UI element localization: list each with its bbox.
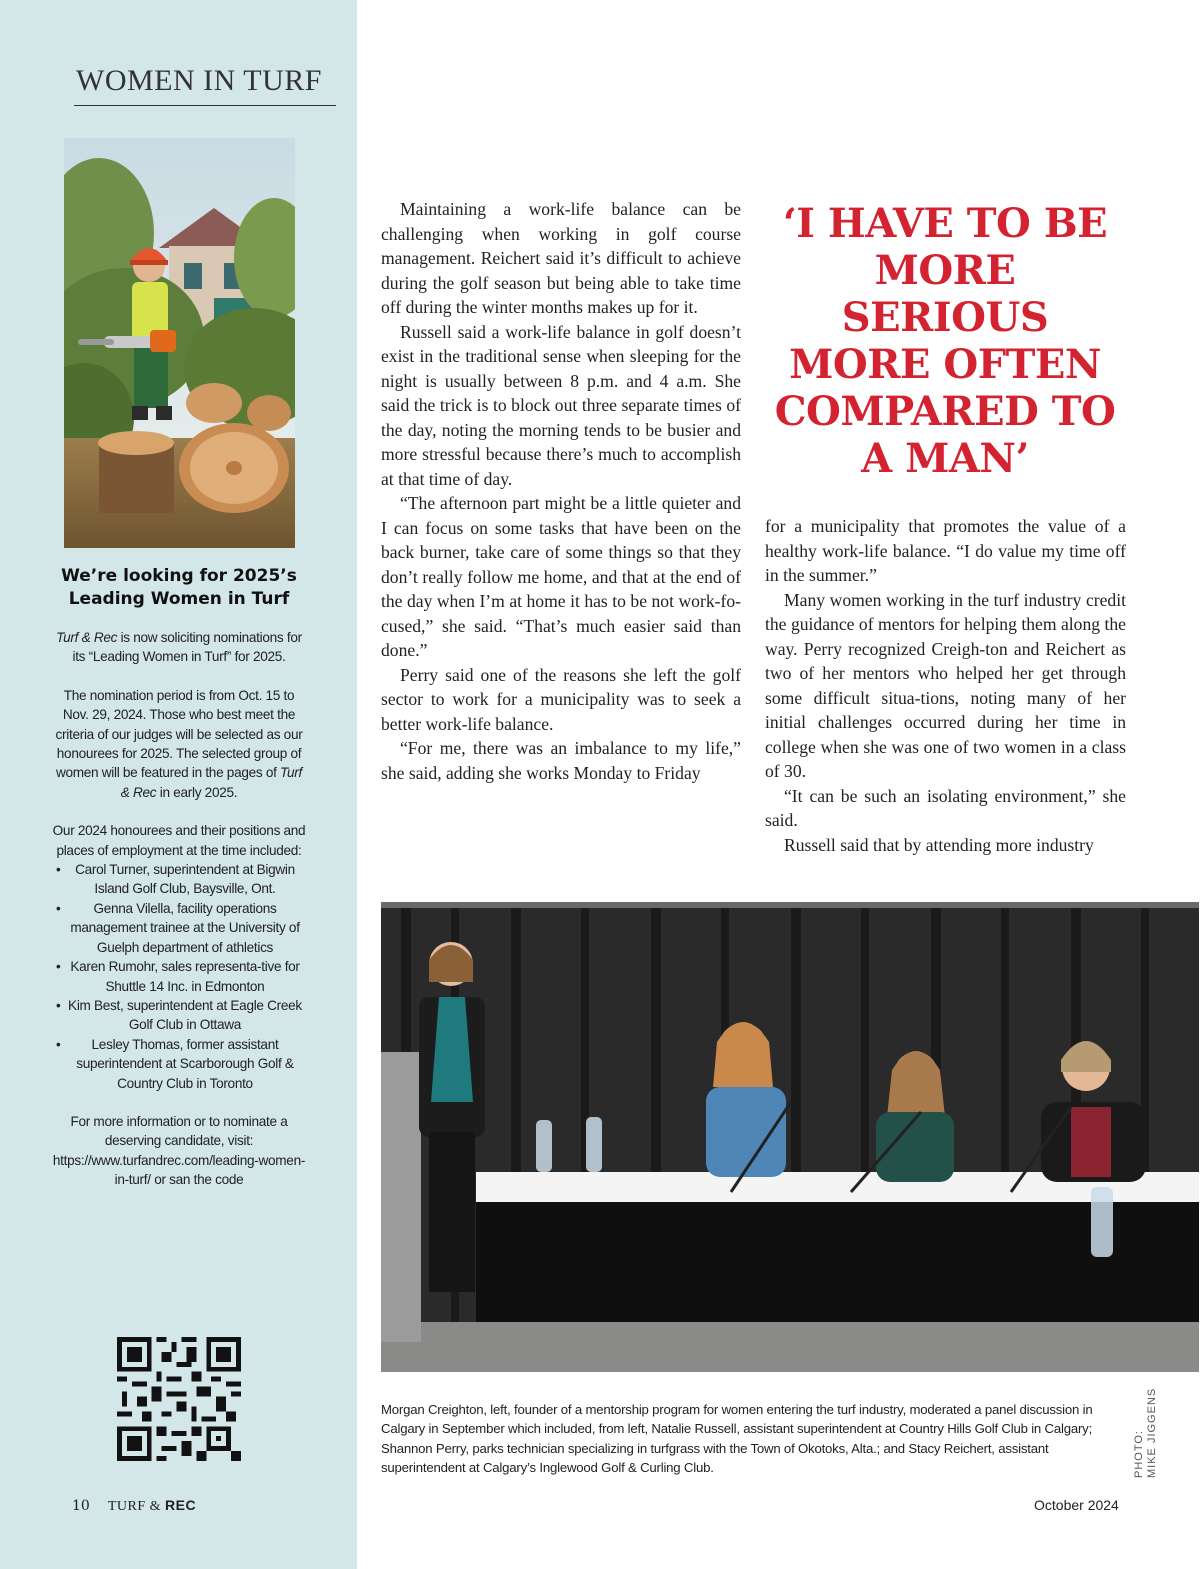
more-info-text: For more information or to nominate a deserving candidate, visit: https://www.turfandrec.com/leading-women-in-turf/ or san the code — [52, 1113, 306, 1188]
honouree-item: • Karen Rumohr, sales representa-tive for Shuttle 14 Inc. in Edmonton — [50, 957, 308, 996]
article-column-1 — [381, 197, 741, 785]
honourees-list — [50, 860, 308, 1093]
photo-credit-name: MIKE JIGGENS — [1146, 1387, 1158, 1478]
honourees-intro: Our 2024 honourees and their positions and places of employment at the time included: — [52, 823, 306, 858]
page-folio — [72, 1497, 196, 1515]
article-paragraph: for a municipality that promotes the value of a healthy work-life balance. “I do value my time off in the summer.” — [765, 516, 1126, 585]
sidebar-body — [50, 628, 308, 1190]
photo-caption: Morgan Creighton, left, founder of a mentorship program for women entering the turf industry, moderated a panel discussion in Calgary in September which included, from left, Natalie Russell, assistant superintendent at Country Hills Golf Club in Calgary; Shannon Perry, parks technician specializing in turfgrass with the Town of Okotoks, Alta.; and Stacy Reichert, assistant superintendent at Calgary’s Inglewood Golf & Curling Club. — [381, 1402, 1093, 1476]
magazine-name-italic: Turf & Rec — [120, 765, 303, 800]
article-paragraph: Maintaining a work-life balance can be challenging when working in golf course management. Reichert said it’s difficult to achieve during the golf season but being able to take time off during the winter months makes up for it. — [381, 199, 741, 317]
article-paragraph: “It can be such an isolating environment,” she said. — [765, 785, 1126, 830]
article-column-2 — [765, 514, 1126, 857]
honouree-item: • Lesley Thomas, former assistant superintendent at Scarborough Golf & Country Club in Toronto — [50, 1035, 308, 1093]
sidebar-nomination-period — [50, 686, 308, 802]
honouree-item: • Genna Vilella, facility operations management trainee at the University of Guelph department of athletics — [50, 899, 308, 957]
photo-credit-text — [1133, 1388, 1159, 1478]
article-paragraph: “The afternoon part might be a little quieter and I can focus on some tasks that have been on the back burner, take care of some things so that they don’t really follow me home, and that at the end of the day when I’m at home it has to be not work-fo-cused,” she said. “That’s much easier said than done.” — [381, 493, 741, 660]
pull-quote: ‘I HAVE TO BE MORE SERIOUS MORE OFTEN COMPARED TO A MAN’ — [774, 200, 1116, 482]
qr-code[interactable] — [117, 1337, 241, 1461]
article-paragraph: Many women working in the turf industry credit the guidance of mentors for helping them along the way. Perry recognized Creigh-ton and Reichert as two of her mentors who helped her get through some difficult situa-tions, noting many of her initial challenges occurred during her time in college when she was one of two women in a class of 30. — [765, 589, 1126, 781]
article-paragraph: Russell said a work-life balance in golf doesn’t exist in the traditional sense when sleeping for the night is usually between 8 p.m. and 4 a.m. She said the trick is to block out three separate times of the day, noting the morning tends to be busier and more stressful because there’s much to accomplish at that time of day. — [381, 321, 741, 489]
sidebar — [0, 0, 357, 1569]
photo-credit-label: PHOTO: — [1133, 1430, 1145, 1478]
nameplate-rec: REC — [165, 1497, 197, 1513]
photo-credit — [1133, 1382, 1169, 1482]
arborist-illustration — [64, 138, 295, 548]
panel-discussion-illustration — [381, 902, 1199, 1372]
magazine-name-italic: Turf & Rec — [56, 630, 118, 645]
sidebar-intro — [50, 628, 308, 667]
page-number: 10 — [72, 1498, 90, 1514]
nameplate-turf: TURF & — [107, 1499, 166, 1514]
period-text: The nomination period is from Oct. 15 to Nov. 29, 2024. Those who best meet the criteria of our judges will be selected as our honourees for 2025. The selected group of women will be featured in the pages of — [55, 687, 303, 781]
article-paragraph: Russell said that by attending more industry — [784, 834, 1094, 855]
issue-date: October 2024 — [1034, 1497, 1119, 1513]
article-paragraph: Perry said one of the reasons she left the golf sector to work for a municipality was to seek a better work-life balance. — [381, 664, 741, 734]
honouree-item: • Carol Turner, superintendent at Bigwin Island Golf Club, Baysville, Ont. — [50, 860, 308, 899]
panel-discussion-photo — [381, 902, 1199, 1372]
sidebar-photo-arborist — [64, 138, 295, 548]
honouree-item: • Kim Best, superintendent at Eagle Creek Golf Club in Ottawa — [50, 996, 308, 1035]
sidebar-box-title: We’re looking for 2025’s Leading Women in Turf — [61, 566, 297, 609]
section-heading — [74, 62, 336, 106]
section-title: WOMEN IN TURF — [76, 64, 322, 97]
intro-text: is now soliciting nominations for its “Leading Women in Turf” for 2025. — [72, 630, 302, 665]
period-end: in early 2025. — [156, 784, 238, 800]
article-paragraph: “For me, there was an imbalance to my life,” she said, adding she works Monday to Friday — [381, 738, 741, 783]
qr-code-graphic — [117, 1337, 241, 1461]
magazine-nameplate — [108, 1499, 196, 1514]
